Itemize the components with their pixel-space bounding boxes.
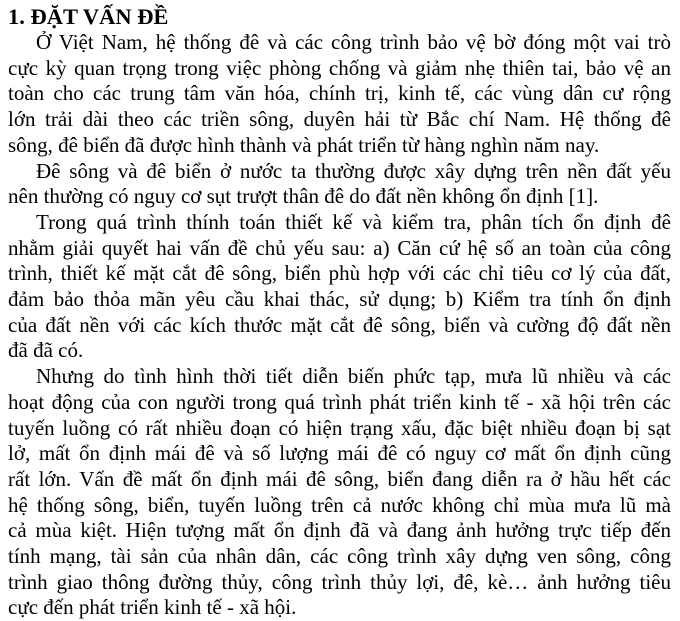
text-line: Đê sông và đê biển ở nước ta thường được xây dựng trên nền đất yếu xyxy=(36,158,671,183)
text-line: tuyến luồng có rất nhiều đoạn có hiện trạng xấu, đặc biệt nhiều đoạn bị sạt xyxy=(8,415,671,440)
text-line: lở, mất ổn định mái đê và số lượng mái đê có nguy cơ mất ổn định cũng xyxy=(8,441,671,466)
text-line: Trong quá trình thính toán thiết kế và kiểm tra, phân tích ổn định đê xyxy=(36,209,671,234)
text-line: cả mùa kiệt. Hiện tượng mất ổn định đã và đang ảnh hưởng trực tiếp đến xyxy=(8,518,671,543)
paragraph xyxy=(8,30,671,159)
text-line: hệ thống sông, biển, tuyến luồng trên cả nước không chỉ mùa mưa lũ mà xyxy=(8,492,671,517)
text-line: sông, đê biển đã được hình thành và phát triển từ hàng nghìn năm nay. xyxy=(8,132,600,157)
text-line: Nhưng do tình hình thời tiết diễn biến phức tạp, mưa lũ nhiều và các xyxy=(36,364,671,389)
text-line: nên thường có nguy cơ sụt trượt thân đê do đất nền không ổn định [1]. xyxy=(8,184,599,209)
text-line: cực đến phát triển kinh tế - xã hội. xyxy=(8,595,297,620)
paragraph xyxy=(8,364,671,621)
text-line: lớn trải dài theo các triền sông, duyên hải từ Bắc chí Nam. Hệ thống đê xyxy=(8,107,671,132)
text-line: tính mạng, tài sản của nhân dân, các công trình xây dựng ven sông, công xyxy=(8,544,671,569)
document-body xyxy=(8,30,671,621)
text-line: trình, thiết kế mặt cắt đê sông, biển phù hợp với các chỉ tiêu cơ lý của đất, xyxy=(8,261,671,286)
text-line: đã đã có. xyxy=(8,338,84,363)
text-line: cực kỳ quan trọng trong việc phòng chống và giảm nhẹ thiên tai, bảo vệ an xyxy=(8,55,671,80)
text-line: Ở Việt Nam, hệ thống đê và các công trình bảo vệ bờ đóng một vai trò xyxy=(36,30,671,54)
text-line: trình giao thông đường thủy, công trình thủy lợi, đê, kè… ảnh hưởng tiêu xyxy=(8,569,671,594)
paragraph xyxy=(8,210,671,364)
section-heading: 1. ĐẶT VẤN ĐỀ xyxy=(8,4,169,29)
text-line: hoạt động của con người trong quá trình phát triển kinh tế - xã hội trên các xyxy=(8,389,671,414)
text-line: nhằm giải quyết hai vấn đề chủ yếu sau: a) Căn cứ hệ số an toàn của công xyxy=(8,235,671,260)
paragraph xyxy=(8,159,671,210)
text-line: đảm bảo thỏa mãn yêu cầu khai thác, sử dụng; b) Kiểm tra tính ổn định xyxy=(8,287,671,312)
text-line: của đất nền với các kích thước mặt cắt đê sông, biển và cường độ đất nền xyxy=(8,312,671,337)
text-line: rất lớn. Vấn đề mất ổn định mái đê sông, biển đang diễn ra ở hầu hết các xyxy=(8,466,671,491)
text-line: toàn cho các trung tâm văn hóa, chính trị, kinh tế, các vùng dân cư rộng xyxy=(8,81,671,106)
